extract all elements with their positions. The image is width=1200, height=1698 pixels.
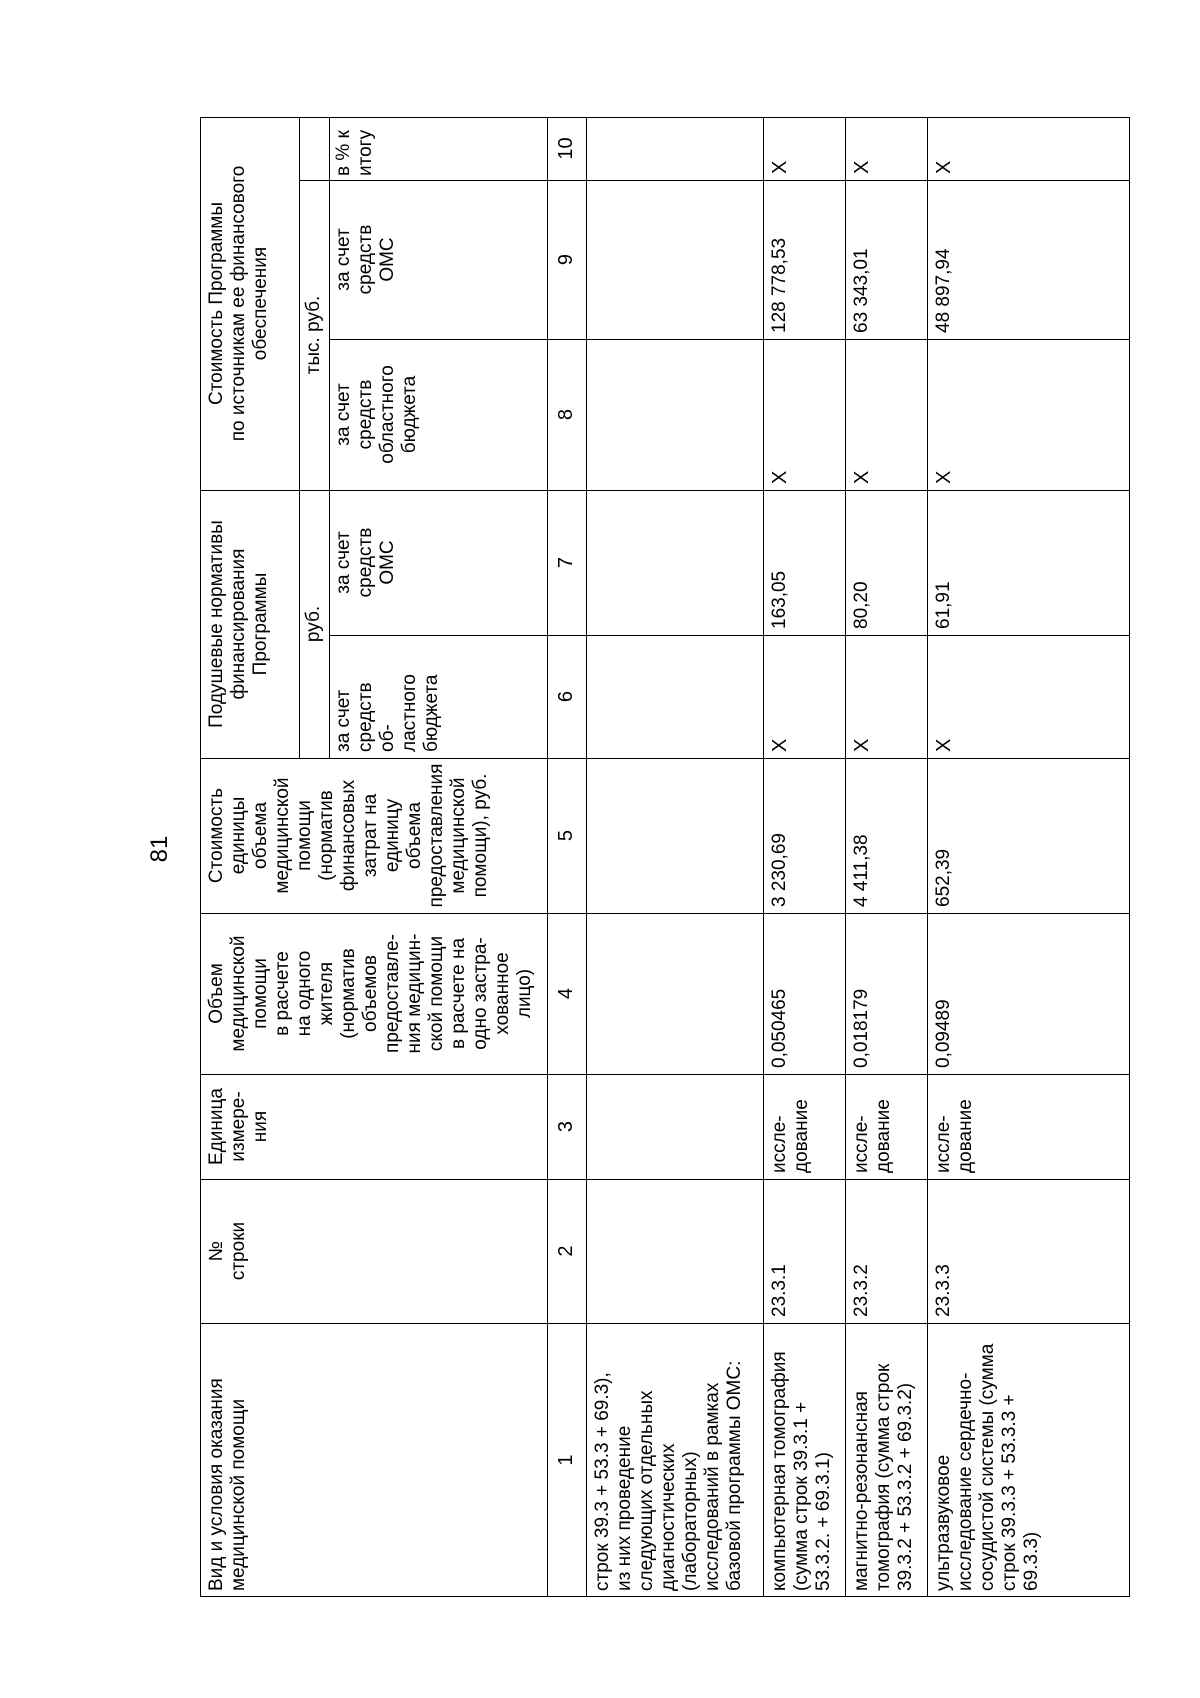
column-line bbox=[200, 758, 1130, 759]
header-col4: Объем медицинской помощи в расчете на одного жителя (норматив объемов предоставле- ния медицин- ской помощи в расчете на одно застра- хованное лицо) bbox=[206, 933, 535, 1054]
row-line bbox=[927, 117, 928, 1597]
row-2-name: компьютерная томография (сумма строк 39.3.1 + 53.3.2. + 69.3.1) bbox=[769, 1351, 834, 1591]
row-3-unit: иссле- дование bbox=[851, 1099, 894, 1173]
row-3-c8: X bbox=[851, 470, 873, 484]
row-4-c8: X bbox=[933, 470, 955, 484]
row-2-cost: 3 230,69 bbox=[769, 833, 790, 907]
page-number-text: 81 bbox=[146, 835, 173, 863]
col10-divider bbox=[299, 180, 329, 181]
column-number-9: 9 bbox=[555, 253, 577, 266]
header-group1: Подушевые нормативы финансирования Программы bbox=[206, 520, 271, 728]
row-3-c6: X bbox=[851, 738, 873, 752]
header-group1-unit: руб. bbox=[303, 605, 324, 643]
row-4-c10: X bbox=[933, 160, 955, 174]
column-number-3: 3 bbox=[555, 1120, 577, 1133]
row-3-c10: X bbox=[851, 160, 873, 174]
row-line bbox=[845, 117, 846, 1597]
row-2-unit: иссле- дование bbox=[769, 1099, 812, 1173]
column-line bbox=[200, 1074, 1130, 1075]
row-3-c7: 80,20 bbox=[851, 581, 872, 629]
group-line bbox=[329, 490, 330, 758]
column-number-8: 8 bbox=[555, 408, 577, 421]
column-number-5: 5 bbox=[555, 829, 577, 842]
group-line bbox=[299, 490, 300, 758]
row-2-c8: X bbox=[769, 470, 791, 484]
row-4-volume: 0,09489 bbox=[933, 999, 954, 1068]
group-line bbox=[329, 117, 330, 490]
header-col7: за счет средств ОМС bbox=[333, 527, 398, 598]
row-4-unit: иссле- дование bbox=[933, 1099, 976, 1173]
column-line bbox=[200, 1323, 1130, 1324]
row-4-c7: 61,91 bbox=[933, 581, 954, 629]
column-number-6: 6 bbox=[555, 690, 577, 703]
row-4-name: ультразвуковое исследование сердечно- сосудистой системы (сумма строк 39.3.3 + 53.3.3 + 69.3.3) bbox=[933, 1343, 1042, 1591]
row-line bbox=[586, 117, 587, 1597]
column-line bbox=[200, 490, 1130, 491]
header-col3: Единица измере- ния bbox=[206, 1088, 271, 1165]
row-3-c9: 63 343,01 bbox=[851, 248, 872, 333]
row-4-num: 23.3.3 bbox=[933, 1264, 954, 1317]
column-line bbox=[200, 1179, 1130, 1180]
row-3-cost: 4 411,38 bbox=[851, 834, 872, 907]
header-col8: за счет средств областного бюджета bbox=[333, 365, 420, 464]
column-number-2: 2 bbox=[555, 1245, 577, 1257]
row-3-name: магнитно-резонансная томография (сумма строк 39.3.2 + 53.3.2 + 69.3.2) bbox=[851, 1363, 916, 1591]
row-2-c7: 163,05 bbox=[769, 570, 790, 629]
column-line bbox=[329, 339, 1130, 340]
row-3-volume: 0,018179 bbox=[851, 988, 872, 1068]
column-number-1: 1 bbox=[555, 1454, 577, 1466]
row-2-c6: X bbox=[769, 738, 791, 752]
header-col9: за счет средств ОМС bbox=[333, 224, 398, 295]
cost-table bbox=[200, 117, 1130, 1597]
row-2-c9: 128 778,53 bbox=[769, 237, 790, 333]
column-number-7: 7 bbox=[555, 556, 577, 569]
row-4-c9: 48 897,94 bbox=[933, 248, 954, 333]
column-line bbox=[329, 635, 1130, 636]
row-line bbox=[547, 117, 548, 1597]
row-4-c6: X bbox=[933, 738, 955, 752]
row-4-cost: 652,39 bbox=[933, 848, 954, 907]
header-col10: в % к итогу bbox=[333, 129, 376, 176]
column-number-4: 4 bbox=[555, 987, 577, 1000]
group-line bbox=[299, 117, 300, 490]
column-line bbox=[329, 180, 1130, 181]
row-3-num: 23.3.2 bbox=[851, 1264, 872, 1317]
column-line bbox=[200, 913, 1130, 914]
header-col1: Вид и условия оказания медицинской помощи bbox=[206, 1378, 249, 1591]
header-col5: Стоимость единицы объема медицинской помощи (норматив финансовых затрат на единицу объема предоставления медицинской помощи), руб. bbox=[206, 763, 491, 908]
row-2-volume: 0,050465 bbox=[769, 988, 790, 1068]
row-2-num: 23.3.1 bbox=[769, 1264, 790, 1317]
row-2-c10: X bbox=[769, 160, 791, 174]
row-line bbox=[763, 117, 764, 1597]
header-col6: за счет средств об- ластного бюджета bbox=[333, 674, 442, 752]
column-number-10: 10 bbox=[555, 137, 577, 160]
header-col2: № строки bbox=[206, 1221, 249, 1281]
header-group2-unit: тыс. руб. bbox=[303, 295, 324, 375]
row-1-name: строк 39.3 + 53.3 + 69.3), из них проведение следующих отдельных диагностических (лабораторных) исследований в рамках базовой программы ОМС: bbox=[592, 1360, 745, 1591]
header-group2: Стоимость Программы по источникам ее финансового обеспечения bbox=[206, 165, 271, 442]
